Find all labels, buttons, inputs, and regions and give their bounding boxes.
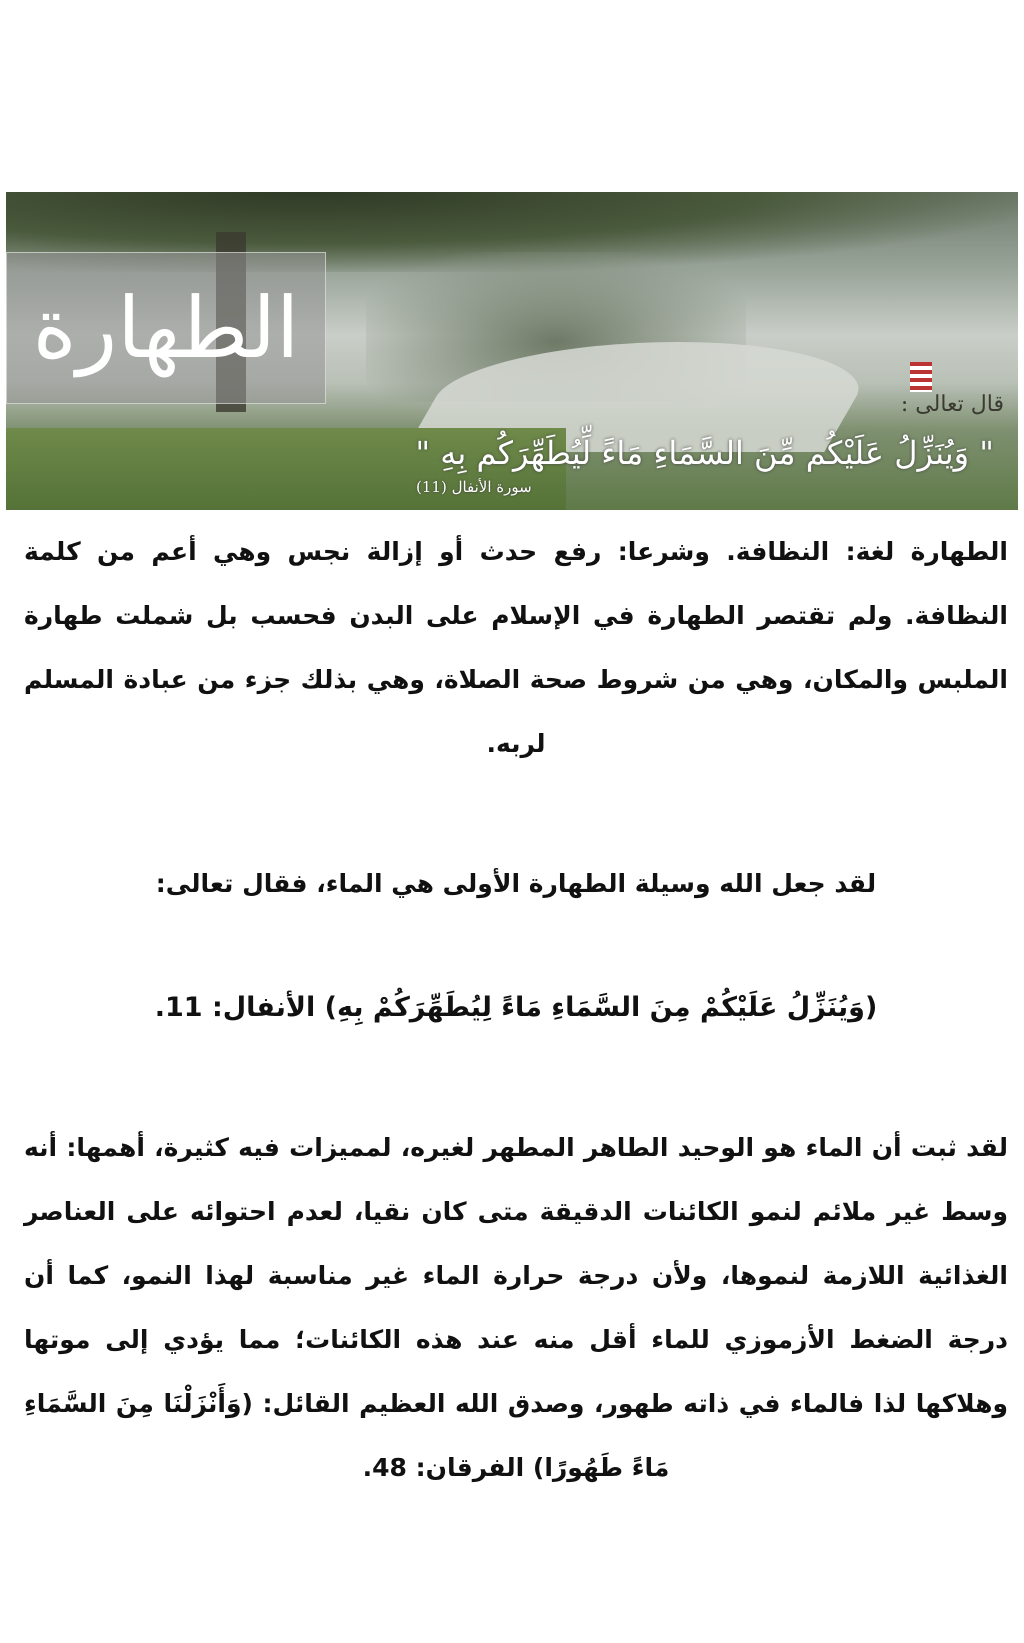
verse-reference: سورة الأنفال (11) <box>416 478 532 496</box>
intro-verse-paragraph: لقد جعل الله وسيلة الطهارة الأولى هي الماء، فقال تعالى: <box>155 869 877 898</box>
banner-verse: " وَيُنَزِّلُ عَلَيْكُم مِّنَ السَّمَاءِ مَاءً لِّيُطَهِّرَكُم بِهِ " <box>415 434 994 472</box>
flag-icon <box>910 362 932 392</box>
article-body <box>24 520 1008 1500</box>
water-properties-paragraph: لقد ثبت أن الماء هو الوحيد الطاهر المطهر لغيره، لمميزات فيه كثيرة، أهمها: أنه وسط غير ملائم لنمو الكائنات الدقيقة متى كان نقيا، لعدم احتوائه على العناصر الغذائية اللازمة لنموها، ولأن درجة حرارة الماء غير مناسبة لهذا النمو، كما أن درجة الضغط الأزموزي للماء أقل منه عند هذه الكائنات؛ مما يؤدي إلى موتها وهلاكها لذا فالماء في ذاته طهور، وصدق الله العظيم القائل: (وَأَنْزَلْنَا مِنَ السَّمَاءِ مَاءً طَهُورًا) الفرقان: 48. <box>24 1133 1008 1482</box>
banner-title: الطهارة <box>32 279 300 377</box>
definition-paragraph: الطهارة لغة: النظافة. وشرعا: رفع حدث أو إزالة نجس وهي أعم من كلمة النظافة. ولم تقتصر الطهارة في الإسلام على البدن فحسب بل شملت طهارة الملبس والمكان، وهي من شروط صحة الصلاة، وهي بذلك جزء من عبادة المسلم لربه. <box>24 537 1008 758</box>
verse-paragraph: (وَيُنَزِّلُ عَلَيْكُمْ مِنَ السَّمَاءِ مَاءً لِيُطَهِّرَكُمْ بِهِ) الأنفال: 11. <box>154 992 878 1023</box>
header-banner <box>6 192 1018 510</box>
verse-intro: قال تعالى : <box>900 392 1004 417</box>
title-box <box>6 252 326 404</box>
